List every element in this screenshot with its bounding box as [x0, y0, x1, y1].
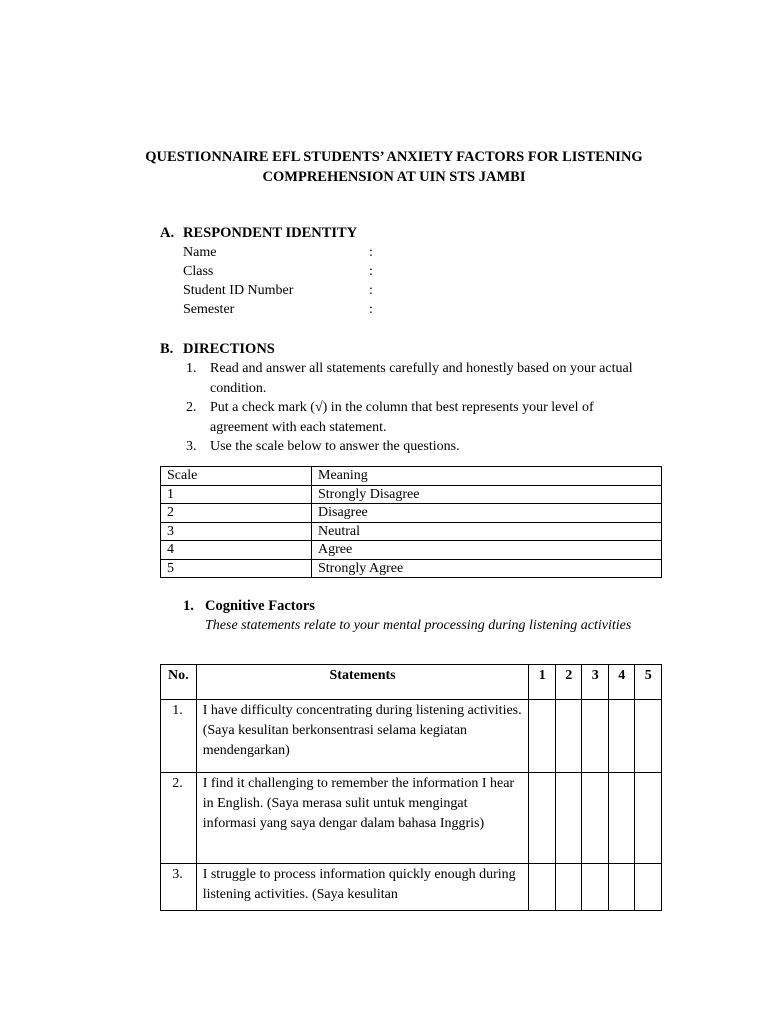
answer-cell-1[interactable] [529, 864, 556, 911]
identity-colon: : [369, 245, 373, 260]
title-line-1: QUESTIONNAIRE EFL STUDENTS’ ANXIETY FACTORS FOR LISTENING [145, 149, 643, 165]
identity-label: Semester [183, 302, 235, 317]
section-b-letter: B. [160, 341, 174, 357]
answer-cell-3[interactable] [582, 773, 609, 864]
scale-row [161, 559, 662, 578]
scale-value: 2 [161, 504, 312, 523]
identity-field-student-id [183, 281, 383, 300]
statement-text: I struggle to process information quickly enough during listening activities. (Saya kesulitan [196, 864, 529, 911]
direction-item [186, 359, 636, 398]
answer-cell-2[interactable] [555, 773, 582, 864]
header-scale-4: 4 [608, 665, 635, 700]
header-scale-3: 3 [582, 665, 609, 700]
section-b-title: DIRECTIONS [183, 341, 275, 357]
answer-cell-3[interactable] [582, 700, 609, 773]
identity-colon: : [369, 302, 373, 317]
statement-number: 3. [161, 864, 197, 911]
answer-cell-1[interactable] [529, 773, 556, 864]
answer-cell-2[interactable] [555, 700, 582, 773]
section-b-heading [160, 340, 275, 359]
direction-number: 1. [186, 361, 197, 376]
scale-row [161, 485, 662, 504]
cognitive-factors-heading [183, 597, 315, 616]
scale-row [161, 541, 662, 560]
answer-cell-3[interactable] [582, 864, 609, 911]
cognitive-description: These statements relate to your mental processing during listening activities [205, 618, 632, 633]
scale-header-scale: Scale [161, 467, 312, 486]
answer-cell-4[interactable] [608, 773, 635, 864]
section-a-heading [160, 224, 357, 243]
cognitive-number: 1. [183, 598, 194, 614]
statement-text: I have difficulty concentrating during listening activities. (Saya kesulitan berkonsentrasi selama kegiatan mendengarkan) [196, 700, 529, 773]
scale-table [160, 466, 662, 578]
header-scale-1: 1 [529, 665, 556, 700]
answer-cell-4[interactable] [608, 864, 635, 911]
section-a-title: RESPONDENT IDENTITY [183, 225, 358, 241]
statement-text: I find it challenging to remember the information I hear in English. (Saya merasa sulit untuk mengingat informasi yang saya dengar dalam bahasa Inggris) [196, 773, 529, 864]
statements-table [160, 664, 662, 911]
statement-number: 2. [161, 773, 197, 864]
direction-text: Use the scale below to answer the questions. [210, 439, 460, 454]
scale-meaning: Strongly Agree [312, 559, 662, 578]
statement-row [161, 864, 662, 911]
answer-cell-5[interactable] [635, 773, 662, 864]
identity-colon: : [369, 264, 373, 279]
statement-row [161, 700, 662, 773]
direction-number: 3. [186, 439, 197, 454]
scale-value: 3 [161, 522, 312, 541]
header-scale-5: 5 [635, 665, 662, 700]
direction-item [186, 398, 636, 437]
scale-header-meaning: Meaning [312, 467, 662, 486]
scale-meaning: Strongly Disagree [312, 485, 662, 504]
direction-text: Read and answer all statements carefully and honestly based on your actual condition. [210, 361, 633, 396]
direction-text: Put a check mark (√) in the column that best represents your level of agreement with each statement. [210, 400, 594, 435]
answer-cell-4[interactable] [608, 700, 635, 773]
scale-value: 1 [161, 485, 312, 504]
direction-number: 2. [186, 400, 197, 415]
cognitive-title: Cognitive Factors [205, 598, 315, 614]
answer-cell-5[interactable] [635, 864, 662, 911]
statement-row [161, 773, 662, 864]
identity-field-class [183, 262, 383, 281]
scale-value: 5 [161, 559, 312, 578]
questionnaire-title [100, 147, 688, 187]
direction-item [186, 437, 636, 457]
identity-field-name [183, 243, 383, 262]
scale-table-header-row [161, 467, 662, 486]
identity-field-semester [183, 300, 383, 319]
answer-cell-2[interactable] [555, 864, 582, 911]
identity-label: Class [183, 264, 214, 279]
header-scale-2: 2 [555, 665, 582, 700]
scale-row [161, 504, 662, 523]
statement-number: 1. [161, 700, 197, 773]
scale-meaning: Neutral [312, 522, 662, 541]
identity-label: Name [183, 245, 217, 260]
section-a-letter: A. [160, 225, 175, 241]
header-statements: Statements [196, 665, 529, 700]
answer-cell-1[interactable] [529, 700, 556, 773]
header-no: No. [161, 665, 197, 700]
scale-meaning: Agree [312, 541, 662, 560]
identity-colon: : [369, 283, 373, 298]
scale-meaning: Disagree [312, 504, 662, 523]
identity-label: Student ID Number [183, 283, 294, 298]
title-line-2: COMPREHENSION AT UIN STS JAMBI [262, 169, 526, 185]
scale-value: 4 [161, 541, 312, 560]
statements-header-row [161, 665, 662, 700]
answer-cell-5[interactable] [635, 700, 662, 773]
scale-row [161, 522, 662, 541]
